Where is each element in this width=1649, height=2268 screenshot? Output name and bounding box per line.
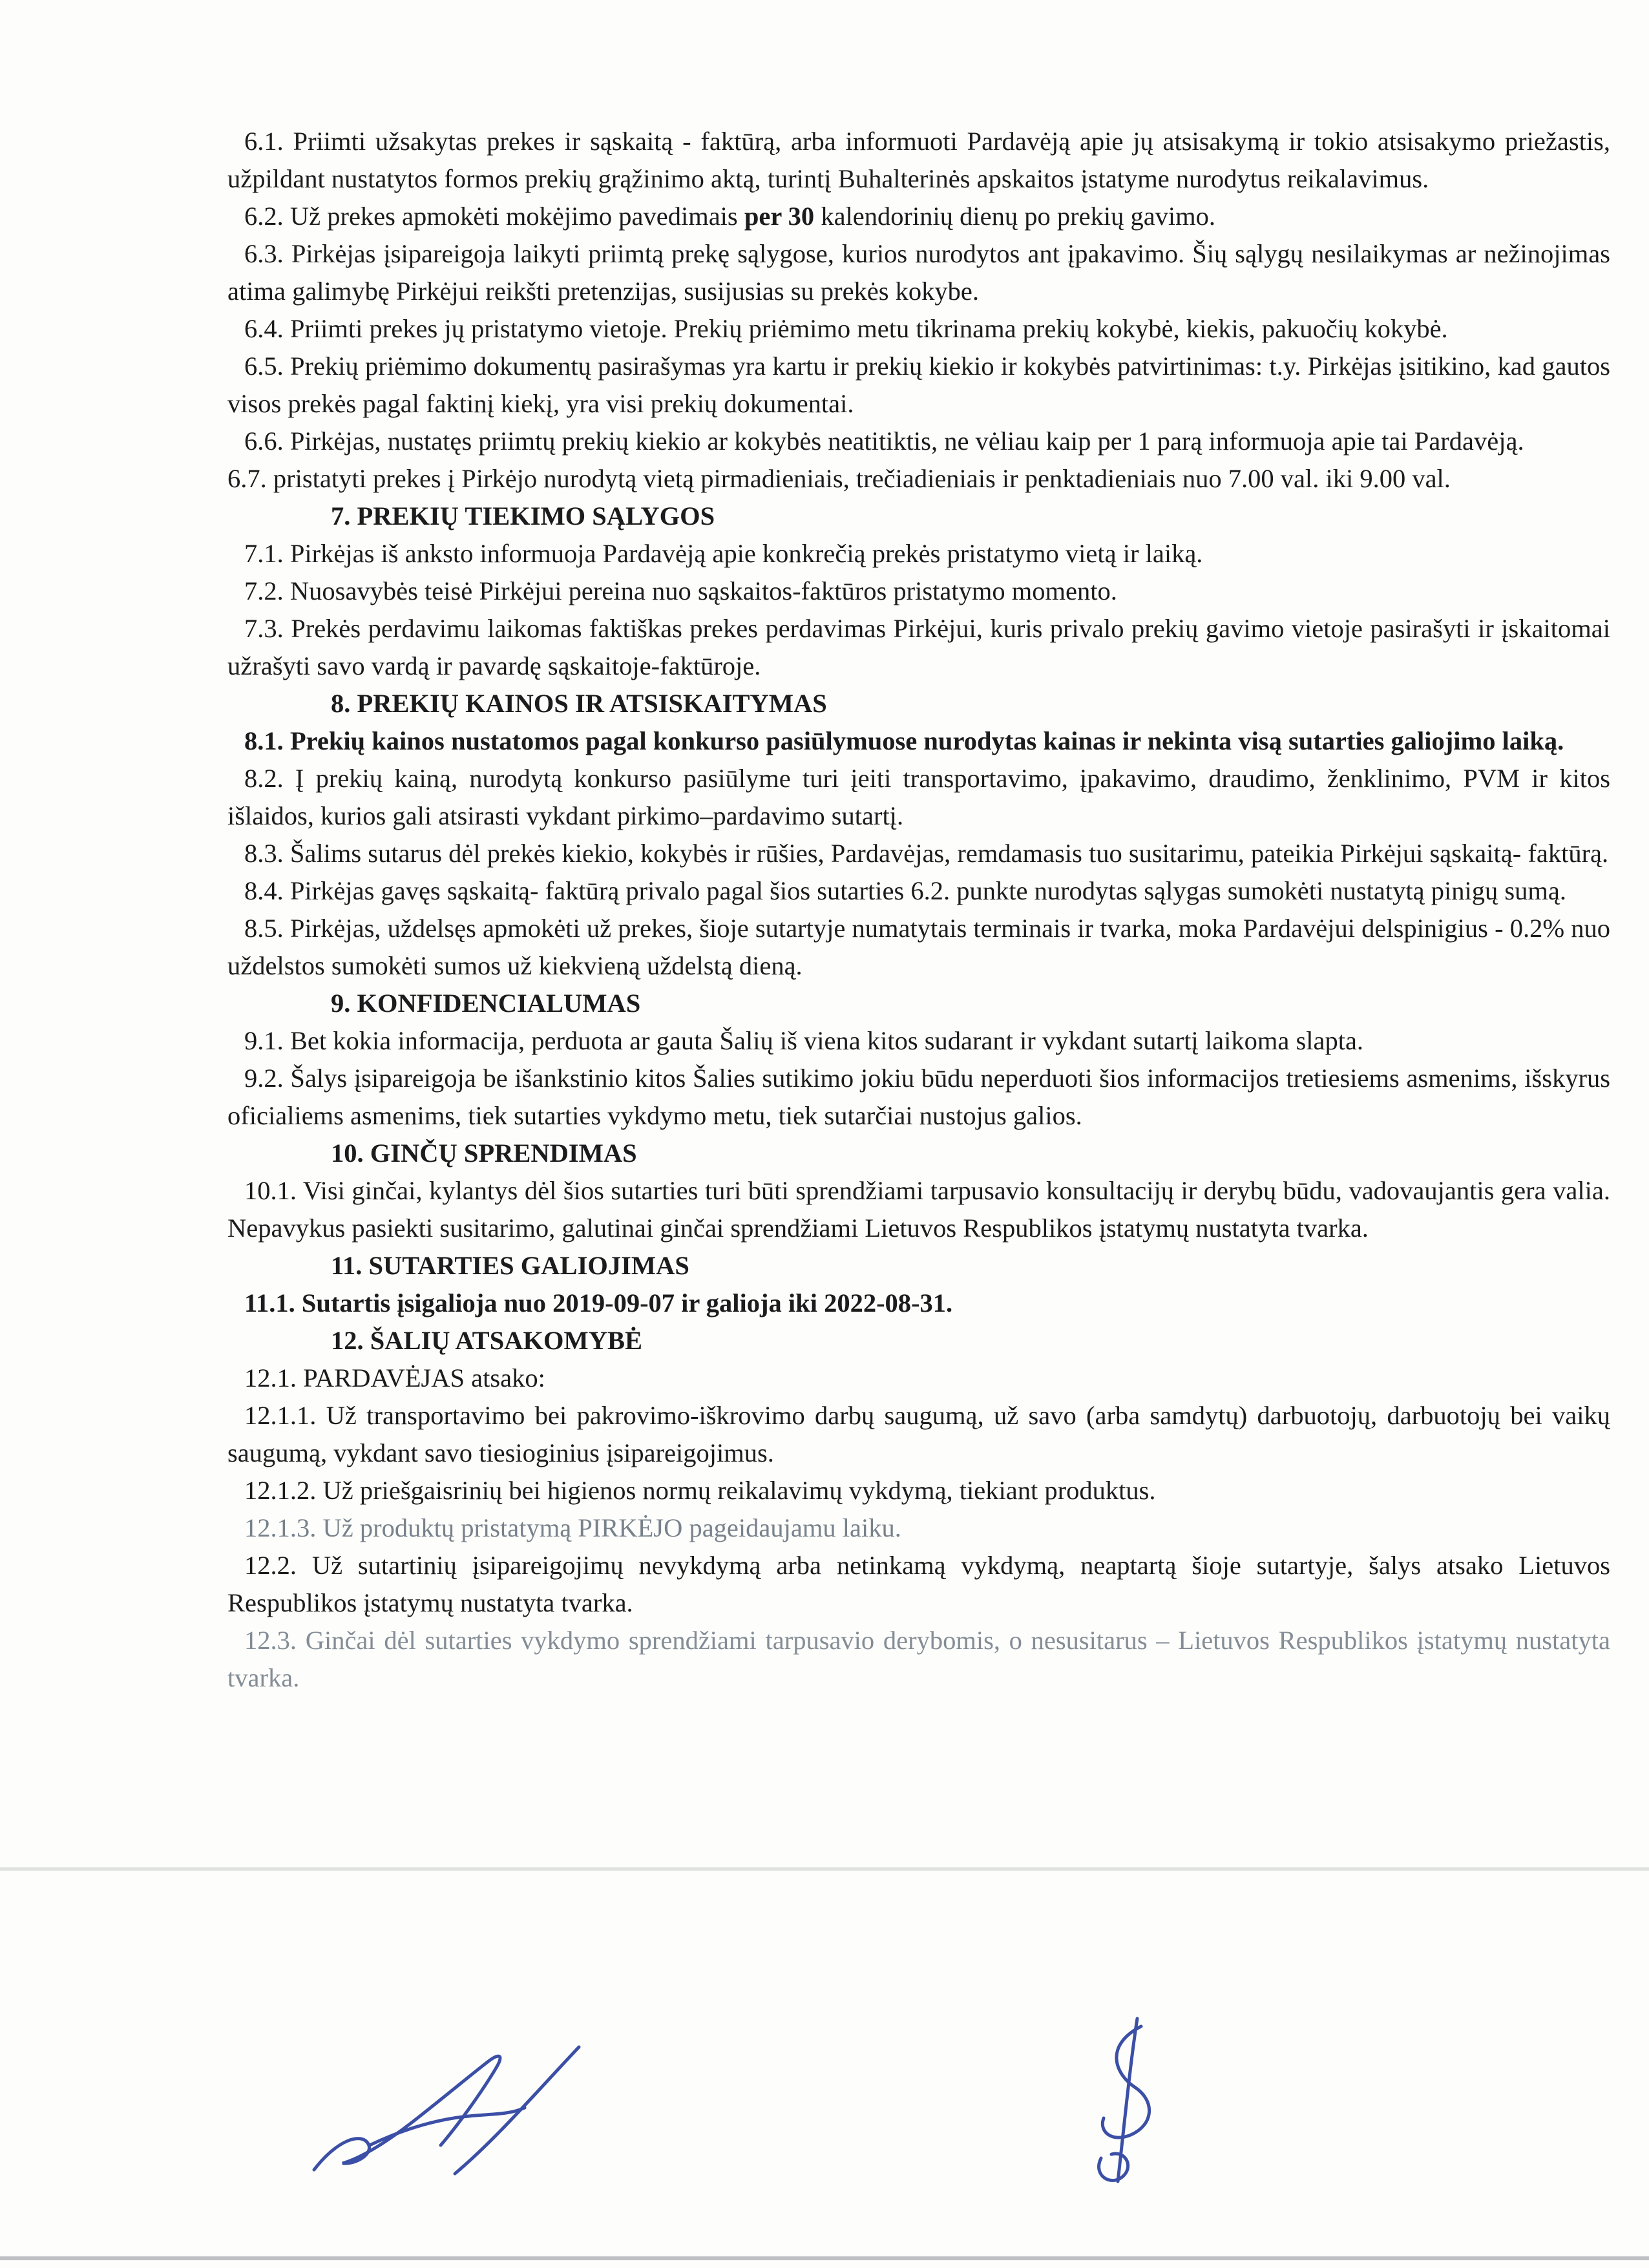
paragraph-6-2-pre: 6.2. Už prekes apmokėti mokėjimo pavedimais	[244, 202, 744, 231]
paragraph-6-2-post: kalendorinių dienų po prekių gavimo.	[814, 202, 1216, 231]
handwritten-signature-right	[1058, 2015, 1188, 2189]
paragraph-6-1: 6.1. Priimti užsakytas prekes ir sąskaitą - faktūrą, arba informuoti Pardavėją apie jų atsisakymą ir tokio atsisakymo priežastis, užpildant nustatytos formos prekių grąžinimo aktą, turintį Buhalterinės apskaitos įstatyme nurodytus reikalavimus.	[227, 127, 1610, 193]
scan-artifact-bottom-line	[0, 2256, 1649, 2260]
paragraph-7-3: 7.3. Prekės perdavimu laikomas faktiškas prekes perdavimas Pirkėjui, kuris privalo prekių gavimo vietoje pasirašyti ir įskaitomai užrašyti savo vardą ir pavardę sąskaitoje-faktūroje.	[227, 614, 1610, 680]
scan-artifact-line	[0, 1867, 1649, 1871]
section-heading-10: 10. GINČŲ SPRENDIMAS	[331, 1139, 637, 1168]
paragraph-7-1: 7.1. Pirkėjas iš anksto informuoja Pardavėją apie konkrečią prekės pristatymo vietą ir laiką.	[244, 539, 1203, 568]
paragraph-9-1: 9.1. Bet kokia informacija, perduota ar gauta Šalių iš viena kitos sudarant ir vykdant sutartį laikoma slapta.	[244, 1026, 1364, 1055]
signature-stroke	[314, 2056, 500, 2170]
handwritten-signature-left	[302, 2035, 613, 2178]
section-heading-7: 7. PREKIŲ TIEKIMO SĄLYGOS	[331, 501, 715, 530]
section-heading-8: 8. PREKIŲ KAINOS IR ATSISKAITYMAS	[331, 689, 827, 718]
section-heading-11: 11. SUTARTIES GALIOJIMAS	[331, 1251, 689, 1280]
paragraph-8-3: 8.3. Šalims sutarus dėl prekės kiekio, kokybės ir rūšies, Pardavėjas, remdamasis tuo susitarimu, pateikia Pirkėjui sąskaitą- faktūrą.	[244, 839, 1609, 868]
paragraph-12-1-1: 12.1.1. Už transportavimo bei pakrovimo-iškrovimo darbų saugumą, už savo (arba samdytų) darbuotojų, darbuotojų bei vaikų saugumą, vykdant savo tiesioginius įsipareigojimus.	[227, 1401, 1610, 1467]
document-body	[227, 123, 1610, 1697]
paragraph-6-4: 6.4. Priimti prekes jų pristatymo vietoje. Prekių priėmimo metu tikrinama prekių kokybė, kiekis, pakuočių kokybė.	[244, 314, 1448, 343]
paragraph-6-2-bold: per 30	[744, 202, 815, 231]
paragraph-6-7: 6.7. pristatyti prekes į Pirkėjo nurodytą vietą pirmadieniais, trečiadieniais ir penktadieniais nuo 7.00 val. iki 9.00 val.	[227, 464, 1451, 493]
paragraph-12-1-3: 12.1.3. Už produktų pristatymą PIRKĖJO pageidaujamu laiku.	[244, 1513, 901, 1542]
paragraph-6-2	[227, 198, 1610, 235]
paragraph-12-3: 12.3. Ginčai dėl sutarties vykdymo sprendžiami tarpusavio derybomis, o nesusitarus – Lietuvos Respublikos įstatymų nustatyta tvarka.	[227, 1626, 1610, 1692]
paragraph-6-5: 6.5. Prekių priėmimo dokumentų pasirašymas yra kartu ir prekių kiekio ir kokybės patvirtinimas: t.y. Pirkėjas įsitikino, kad gautos visos prekės pagal faktinį kiekį, yra visi prekių dokumentai.	[227, 352, 1610, 418]
paragraph-8-2: 8.2. Į prekių kainą, nurodytą konkurso pasiūlyme turi įeiti transportavimo, įpakavimo, draudimo, ženklinimo, PVM ir kitos išlaidos, kurios gali atsirasti vykdant pirkimo–pardavimo sutartį.	[227, 764, 1610, 830]
paragraph-11-1: 11.1. Sutartis įsigalioja nuo 2019-09-07 ir galioja iki 2022-08-31.	[244, 1288, 953, 1318]
paragraph-12-1: 12.1. PARDAVĖJAS atsako:	[244, 1363, 545, 1392]
paragraph-10-1: 10.1. Visi ginčai, kylantys dėl šios sutarties turi būti sprendžiami tarpusavio konsultacijų ir derybų būdu, vadovaujantis gera valia. Nepavykus pasiekti susitarimo, galutinai ginčai sprendžiami Lietuvos Respublikos įstatymų nustatyta tvarka.	[227, 1176, 1610, 1243]
section-heading-12: 12. ŠALIŲ ATSAKOMYBĖ	[331, 1326, 642, 1355]
signature-stroke	[1099, 2154, 1128, 2181]
paragraph-8-4: 8.4. Pirkėjas gavęs sąskaitą- faktūrą privalo pagal šios sutarties 6.2. punkte nurodytas sąlygas sumokėti nustatytą pinigų sumą.	[244, 876, 1566, 905]
paragraph-8-5: 8.5. Pirkėjas, uždelsęs apmokėti už prekes, šioje sutartyje numatytais terminais ir tvarka, moka Pardavėjui delspinigius - 0.2% nuo uždelstos sumokėti sumos už kiekvieną uždelstą dieną.	[227, 914, 1610, 980]
paragraph-12-2: 12.2. Už sutartinių įsipareigojimų nevykdymą arba netinkamą vykdymą, neaptartą šioje sutartyje, šalys atsako Lietuvos Respublikos įstatymų nustatyta tvarka.	[227, 1551, 1610, 1617]
paragraph-7-2: 7.2. Nuosavybės teisė Pirkėjui pereina nuo sąskaitos-faktūros pristatymo momento.	[244, 576, 1117, 605]
section-heading-9: 9. KONFIDENCIALUMAS	[331, 989, 641, 1018]
paragraph-6-6: 6.6. Pirkėjas, nustatęs priimtų prekių kiekio ar kokybės neatitiktis, ne vėliau kaip per 1 parą informuoja apie tai Pardavėją.	[244, 426, 1524, 456]
paragraph-6-3: 6.3. Pirkėjas įsipareigoja laikyti priimtą prekę sąlygose, kurios nurodytos ant įpakavimo. Šių sąlygų nesilaikymas ar nežinojimas atima galimybę Pirkėjui reikšti pretenzijas, susijusias su prekės kokybe.	[227, 239, 1610, 306]
paragraph-12-1-2: 12.1.2. Už priešgaisrinių bei higienos normų reikalavimų vykdymą, tiekiant produktus.	[244, 1476, 1156, 1505]
paragraph-8-1: 8.1. Prekių kainos nustatomos pagal konkurso pasiūlymuose nurodytas kainas ir nekinta visą sutarties galiojimo laiką.	[244, 726, 1564, 755]
paragraph-9-2: 9.2. Šalys įsipareigoja be išankstinio kitos Šalies sutikimo jokiu būdu neperduoti šios informacijos tretiesiems asmenims, išskyrus oficialiems asmenims, tiek sutarties vykdymo metu, tiek sutarčiai nustojus galios.	[227, 1064, 1610, 1130]
